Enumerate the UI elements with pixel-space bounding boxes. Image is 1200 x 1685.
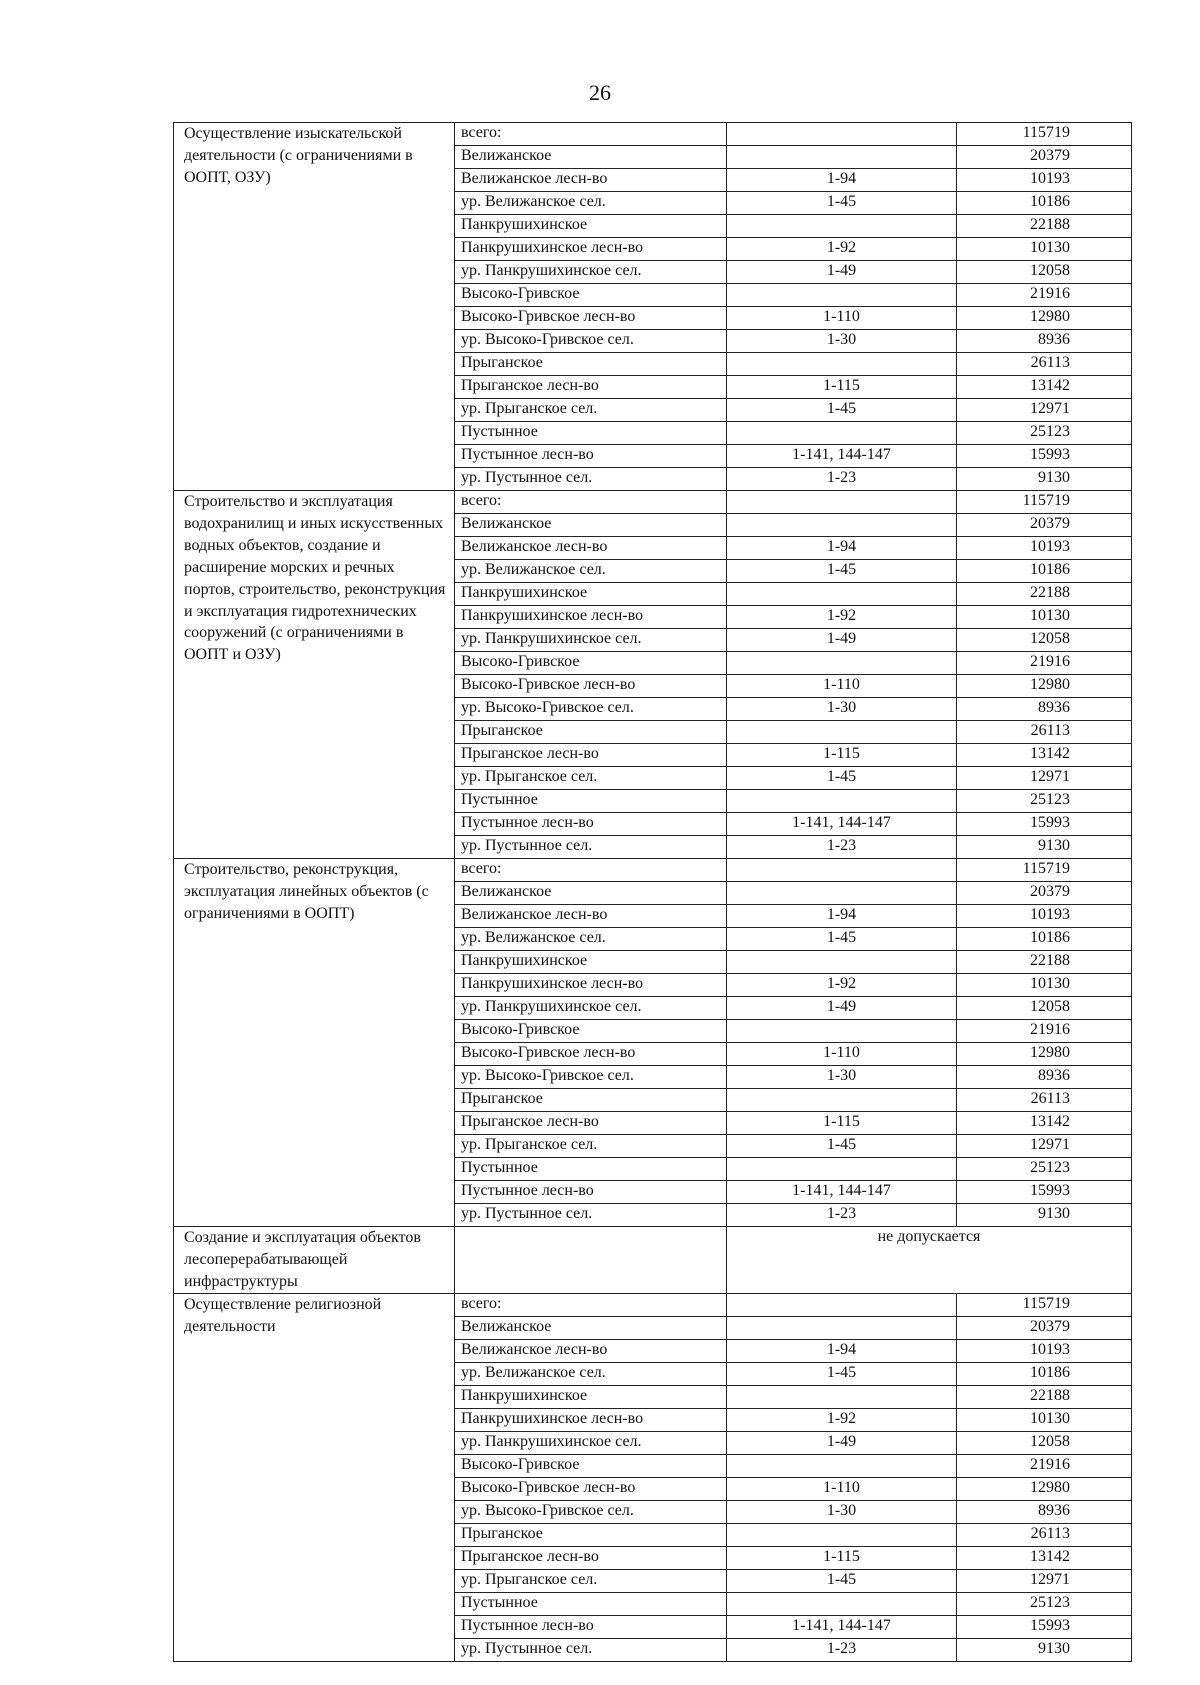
forestry-name-cell: Пустынное лесн-во — [455, 1181, 727, 1204]
area-cell: 12971 — [957, 767, 1132, 790]
forestry-name-cell: Пустынное лесн-во — [455, 445, 727, 468]
area-cell: 12980 — [957, 307, 1132, 330]
area-cell: 25123 — [957, 1592, 1132, 1615]
quarter-numbers-cell — [727, 1293, 957, 1316]
forestry-name-cell: Панкрушихинское — [455, 1385, 727, 1408]
forestry-name-cell: ур. Высоко-Гривское сел. — [455, 330, 727, 353]
area-cell: 8936 — [957, 1066, 1132, 1089]
forestry-name-cell: Прыганское — [455, 1089, 727, 1112]
quarter-numbers-cell: 1-45 — [727, 928, 957, 951]
area-cell: 12971 — [957, 399, 1132, 422]
quarter-numbers-cell — [727, 1592, 957, 1615]
forestry-name-cell: ур. Прыганское сел. — [455, 767, 727, 790]
forestry-name-cell: Панкрушихинское — [455, 215, 727, 238]
forestry-name-cell: ур. Высоко-Гривское сел. — [455, 1066, 727, 1089]
area-cell: 26113 — [957, 721, 1132, 744]
quarter-numbers-cell: 1-45 — [727, 1569, 957, 1592]
area-cell: 21916 — [957, 284, 1132, 307]
forestry-name-cell: ур. Прыганское сел. — [455, 399, 727, 422]
forestry-name-cell: ур. Панкрушихинское сел. — [455, 261, 727, 284]
forestry-name-cell: Велижанское лесн-во — [455, 169, 727, 192]
area-cell: 12971 — [957, 1569, 1132, 1592]
quarter-numbers-cell: 1-141, 144-147 — [727, 445, 957, 468]
forestry-name-cell: Панкрушихинское лесн-во — [455, 238, 727, 261]
empty-cell — [455, 1227, 727, 1294]
quarter-numbers-cell — [727, 1523, 957, 1546]
area-cell: 25123 — [957, 1158, 1132, 1181]
area-cell: 13142 — [957, 1112, 1132, 1135]
forestry-name-cell: Высоко-Гривское — [455, 284, 727, 307]
forestry-name-cell: всего: — [455, 1293, 727, 1316]
table-row — [174, 491, 1132, 514]
forestry-name-cell: Велижанское — [455, 146, 727, 169]
forestry-name-cell: Панкрушихинское — [455, 583, 727, 606]
forestry-name-cell: Велижанское лесн-во — [455, 537, 727, 560]
forestry-name-cell: ур. Панкрушихинское сел. — [455, 629, 727, 652]
forestry-name-cell: ур. Пустынное сел. — [455, 1638, 727, 1661]
area-cell: 10130 — [957, 974, 1132, 997]
quarter-numbers-cell: 1-49 — [727, 997, 957, 1020]
quarter-numbers-cell — [727, 422, 957, 445]
forestry-name-cell: ур. Панкрушихинское сел. — [455, 997, 727, 1020]
area-cell: 22188 — [957, 215, 1132, 238]
area-cell: 21916 — [957, 1454, 1132, 1477]
not-permitted-note: не допускается — [727, 1227, 1132, 1294]
forestry-name-cell: Высоко-Гривское лесн-во — [455, 1043, 727, 1066]
quarter-numbers-cell — [727, 353, 957, 376]
area-cell: 12058 — [957, 629, 1132, 652]
area-cell: 8936 — [957, 698, 1132, 721]
forestry-name-cell: Панкрушихинское лесн-во — [455, 606, 727, 629]
quarter-numbers-cell: 1-30 — [727, 330, 957, 353]
quarter-numbers-cell — [727, 951, 957, 974]
activity-type-cell: Строительство, реконструкция, эксплуатация линейных объектов (с ограничениями в ООПТ) — [174, 859, 455, 1227]
forestry-name-cell: Прыганское лесн-во — [455, 1112, 727, 1135]
quarter-numbers-cell: 1-45 — [727, 560, 957, 583]
area-cell: 12058 — [957, 1431, 1132, 1454]
area-cell: 115719 — [957, 123, 1132, 146]
quarter-numbers-cell: 1-23 — [727, 836, 957, 859]
forestry-name-cell: Пустынное — [455, 1158, 727, 1181]
quarter-numbers-cell: 1-49 — [727, 1431, 957, 1454]
quarter-numbers-cell: 1-115 — [727, 1112, 957, 1135]
forestry-name-cell: Велижанское лесн-во — [455, 1339, 727, 1362]
forestry-name-cell: Прыганское лесн-во — [455, 376, 727, 399]
forestry-name-cell: ур. Пустынное сел. — [455, 468, 727, 491]
quarter-numbers-cell: 1-94 — [727, 169, 957, 192]
quarter-numbers-cell: 1-110 — [727, 1043, 957, 1066]
forestry-name-cell: Пустынное — [455, 790, 727, 813]
forestry-name-cell: ур. Велижанское сел. — [455, 928, 727, 951]
quarter-numbers-cell: 1-115 — [727, 376, 957, 399]
area-cell: 22188 — [957, 583, 1132, 606]
quarter-numbers-cell: 1-92 — [727, 1408, 957, 1431]
quarter-numbers-cell: 1-94 — [727, 1339, 957, 1362]
area-cell: 10193 — [957, 169, 1132, 192]
quarter-numbers-cell: 1-30 — [727, 698, 957, 721]
quarter-numbers-cell — [727, 583, 957, 606]
area-cell: 115719 — [957, 859, 1132, 882]
quarter-numbers-cell: 1-110 — [727, 1477, 957, 1500]
quarter-numbers-cell: 1-45 — [727, 1362, 957, 1385]
quarter-numbers-cell — [727, 882, 957, 905]
area-cell: 8936 — [957, 1500, 1132, 1523]
area-cell: 15993 — [957, 1615, 1132, 1638]
quarter-numbers-cell — [727, 1158, 957, 1181]
area-cell: 20379 — [957, 514, 1132, 537]
area-cell: 22188 — [957, 951, 1132, 974]
land-use-table — [173, 122, 1132, 1662]
area-cell: 13142 — [957, 376, 1132, 399]
activity-type-cell: Осуществление религиозной деятельности — [174, 1293, 455, 1661]
quarter-numbers-cell — [727, 284, 957, 307]
forestry-name-cell: Прыганское — [455, 1523, 727, 1546]
quarter-numbers-cell — [727, 859, 957, 882]
area-cell: 8936 — [957, 330, 1132, 353]
forestry-name-cell: Прыганское — [455, 353, 727, 376]
area-cell: 20379 — [957, 146, 1132, 169]
quarter-numbers-cell: 1-30 — [727, 1500, 957, 1523]
quarter-numbers-cell — [727, 1020, 957, 1043]
quarter-numbers-cell: 1-94 — [727, 905, 957, 928]
quarter-numbers-cell: 1-30 — [727, 1066, 957, 1089]
area-cell: 10130 — [957, 606, 1132, 629]
area-cell: 13142 — [957, 744, 1132, 767]
area-cell: 12058 — [957, 997, 1132, 1020]
forestry-name-cell: ур. Пустынное сел. — [455, 1204, 727, 1227]
activity-type-cell: Создание и эксплуатация объектов лесоперерабатывающей инфраструктуры — [174, 1227, 455, 1294]
forestry-name-cell: ур. Пустынное сел. — [455, 836, 727, 859]
area-cell: 13142 — [957, 1546, 1132, 1569]
forestry-name-cell: ур. Прыганское сел. — [455, 1569, 727, 1592]
area-cell: 22188 — [957, 1385, 1132, 1408]
quarter-numbers-cell: 1-141, 144-147 — [727, 1615, 957, 1638]
quarter-numbers-cell: 1-92 — [727, 974, 957, 997]
forestry-name-cell: всего: — [455, 859, 727, 882]
area-cell: 10186 — [957, 560, 1132, 583]
area-cell: 115719 — [957, 1293, 1132, 1316]
forestry-name-cell: Пустынное лесн-во — [455, 1615, 727, 1638]
area-cell: 15993 — [957, 813, 1132, 836]
area-cell: 12971 — [957, 1135, 1132, 1158]
table-row — [174, 1293, 1132, 1316]
quarter-numbers-cell: 1-141, 144-147 — [727, 1181, 957, 1204]
area-cell: 10193 — [957, 1339, 1132, 1362]
quarter-numbers-cell: 1-92 — [727, 238, 957, 261]
forestry-name-cell: ур. Высоко-Гривское сел. — [455, 1500, 727, 1523]
forestry-name-cell: ур. Велижанское сел. — [455, 560, 727, 583]
area-cell: 21916 — [957, 652, 1132, 675]
table-body — [174, 123, 1132, 1662]
forestry-name-cell: ур. Панкрушихинское сел. — [455, 1431, 727, 1454]
table-row — [174, 123, 1132, 146]
area-cell: 26113 — [957, 353, 1132, 376]
forestry-name-cell: Панкрушихинское лесн-во — [455, 974, 727, 997]
area-cell: 15993 — [957, 445, 1132, 468]
area-cell: 25123 — [957, 790, 1132, 813]
quarter-numbers-cell: 1-45 — [727, 1135, 957, 1158]
forestry-name-cell: Высоко-Гривское — [455, 1020, 727, 1043]
area-cell: 10130 — [957, 1408, 1132, 1431]
forestry-name-cell: Высоко-Гривское — [455, 1454, 727, 1477]
forestry-name-cell: Велижанское — [455, 882, 727, 905]
table-row — [174, 1227, 1132, 1294]
quarter-numbers-cell: 1-49 — [727, 629, 957, 652]
forestry-name-cell: Пустынное — [455, 422, 727, 445]
quarter-numbers-cell — [727, 790, 957, 813]
forestry-name-cell: Велижанское лесн-во — [455, 905, 727, 928]
quarter-numbers-cell — [727, 1454, 957, 1477]
forestry-name-cell: Высоко-Гривское лесн-во — [455, 307, 727, 330]
forestry-name-cell: Прыганское — [455, 721, 727, 744]
quarter-numbers-cell: 1-115 — [727, 1546, 957, 1569]
area-cell: 20379 — [957, 1316, 1132, 1339]
quarter-numbers-cell — [727, 1385, 957, 1408]
quarter-numbers-cell: 1-94 — [727, 537, 957, 560]
quarter-numbers-cell: 1-45 — [727, 767, 957, 790]
quarter-numbers-cell — [727, 215, 957, 238]
quarter-numbers-cell: 1-141, 144-147 — [727, 813, 957, 836]
area-cell: 26113 — [957, 1523, 1132, 1546]
area-cell: 9130 — [957, 1204, 1132, 1227]
forestry-name-cell: всего: — [455, 491, 727, 514]
quarter-numbers-cell — [727, 146, 957, 169]
forestry-name-cell: ур. Велижанское сел. — [455, 1362, 727, 1385]
activity-type-cell: Осуществление изыскательской деятельности (с ограничениями в ООПТ, ОЗУ) — [174, 123, 455, 491]
area-cell: 10193 — [957, 537, 1132, 560]
area-cell: 20379 — [957, 882, 1132, 905]
forestry-name-cell: Велижанское — [455, 514, 727, 537]
quarter-numbers-cell — [727, 1316, 957, 1339]
area-cell: 12058 — [957, 261, 1132, 284]
quarter-numbers-cell — [727, 514, 957, 537]
forestry-name-cell: Высоко-Гривское лесн-во — [455, 675, 727, 698]
quarter-numbers-cell — [727, 123, 957, 146]
area-cell: 9130 — [957, 468, 1132, 491]
quarter-numbers-cell: 1-23 — [727, 1638, 957, 1661]
quarter-numbers-cell — [727, 1089, 957, 1112]
forestry-name-cell: ур. Высоко-Гривское сел. — [455, 698, 727, 721]
forestry-name-cell: Велижанское — [455, 1316, 727, 1339]
forestry-name-cell: ур. Прыганское сел. — [455, 1135, 727, 1158]
forestry-name-cell: Прыганское лесн-во — [455, 1546, 727, 1569]
quarter-numbers-cell: 1-92 — [727, 606, 957, 629]
area-cell: 12980 — [957, 1043, 1132, 1066]
quarter-numbers-cell: 1-45 — [727, 399, 957, 422]
forestry-name-cell: Пустынное — [455, 1592, 727, 1615]
forestry-name-cell: Высоко-Гривское лесн-во — [455, 1477, 727, 1500]
area-cell: 26113 — [957, 1089, 1132, 1112]
forestry-name-cell: Пустынное лесн-во — [455, 813, 727, 836]
quarter-numbers-cell — [727, 721, 957, 744]
area-cell: 21916 — [957, 1020, 1132, 1043]
quarter-numbers-cell — [727, 491, 957, 514]
quarter-numbers-cell: 1-23 — [727, 1204, 957, 1227]
area-cell: 9130 — [957, 836, 1132, 859]
area-cell: 10193 — [957, 905, 1132, 928]
forestry-name-cell: Высоко-Гривское — [455, 652, 727, 675]
area-cell: 10186 — [957, 192, 1132, 215]
area-cell: 10186 — [957, 928, 1132, 951]
quarter-numbers-cell: 1-49 — [727, 261, 957, 284]
area-cell: 12980 — [957, 1477, 1132, 1500]
quarter-numbers-cell: 1-45 — [727, 192, 957, 215]
forestry-name-cell: Панкрушихинское лесн-во — [455, 1408, 727, 1431]
area-cell: 10130 — [957, 238, 1132, 261]
quarter-numbers-cell: 1-115 — [727, 744, 957, 767]
area-cell: 9130 — [957, 1638, 1132, 1661]
forestry-name-cell: Прыганское лесн-во — [455, 744, 727, 767]
area-cell: 115719 — [957, 491, 1132, 514]
forestry-name-cell: всего: — [455, 123, 727, 146]
activity-type-cell: Строительство и эксплуатация водохранилищ и иных искусственных водных объектов, создание и расширение морских и речных портов, строительство, реконструкция и эксплуатация гидротехнических сооружений (с ограничениями в ООПТ и ОЗУ) — [174, 491, 455, 859]
quarter-numbers-cell: 1-110 — [727, 675, 957, 698]
forestry-name-cell: ур. Велижанское сел. — [455, 192, 727, 215]
quarter-numbers-cell — [727, 652, 957, 675]
area-cell: 25123 — [957, 422, 1132, 445]
area-cell: 12980 — [957, 675, 1132, 698]
quarter-numbers-cell: 1-23 — [727, 468, 957, 491]
table-row — [174, 859, 1132, 882]
area-cell: 15993 — [957, 1181, 1132, 1204]
forestry-name-cell: Панкрушихинское — [455, 951, 727, 974]
page-number: 26 — [589, 80, 611, 105]
area-cell: 10186 — [957, 1362, 1132, 1385]
quarter-numbers-cell: 1-110 — [727, 307, 957, 330]
